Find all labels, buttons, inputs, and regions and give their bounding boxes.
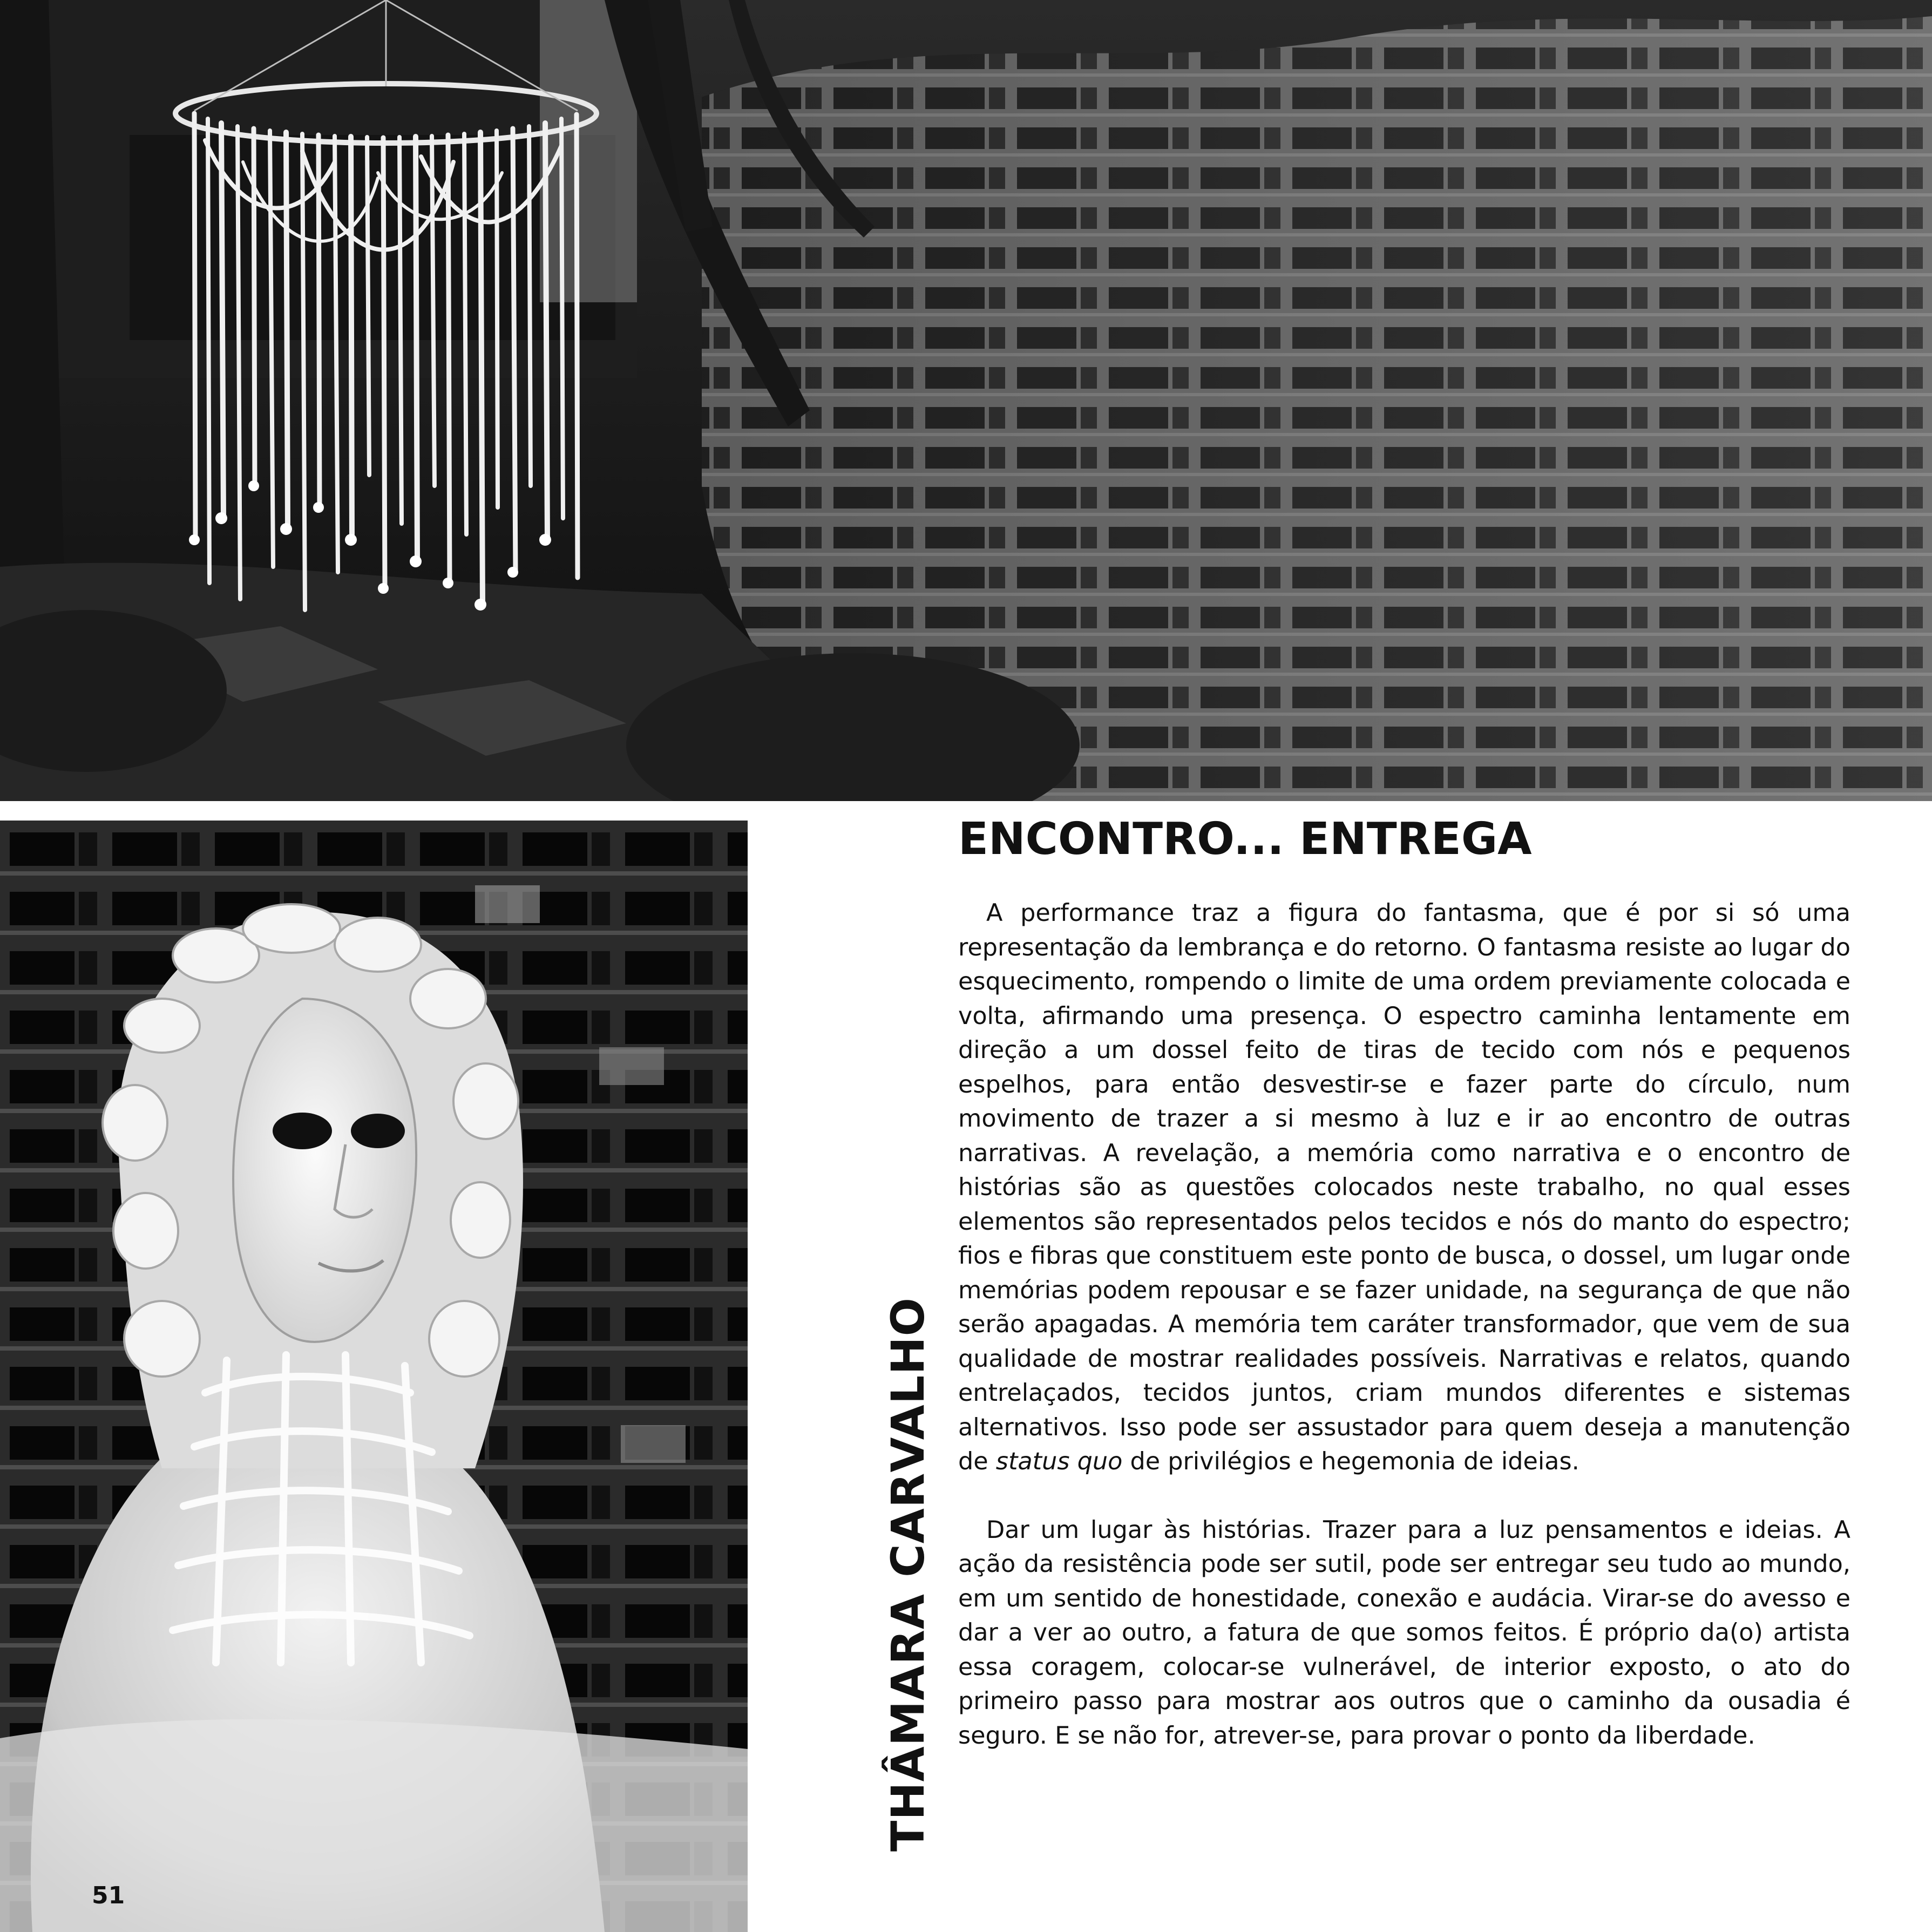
artist-name: THÂMARA CARVALHO [882, 1297, 934, 1852]
paragraph-1 [958, 896, 1850, 1479]
article-body [958, 896, 1850, 1753]
page-number: 51 [92, 1882, 125, 1909]
top-photo [0, 0, 1932, 801]
italic-term: status quo [995, 1448, 1123, 1476]
masked-figure-image [0, 821, 748, 1932]
paragraph-1-ending: de privilégios e hegemonia de ideias. [1122, 1448, 1580, 1476]
paragraph-2: Dar um lugar às histórias. Trazer para a luz pensamentos e ideias. A ação da resistência pode ser sutil, pode ser entregar seu tudo ao mundo, em um sentido de honestidade, conexão e audácia. Virar-se do avesso e dar a ver ao outro, a fatura de que somos feitos. É próprio da(o) artista essa coragem, colocar-se vulnerável, de interior exposto, o ato do primeiro passo para mostrar aos outros que o caminho da ousadia é seguro. E se não for, atrever-se, para provar o ponto da liberdade. [958, 1516, 1850, 1750]
canopy-installation-photo [0, 0, 1932, 801]
article-title: ENCONTRO... ENTREGA [958, 814, 1532, 865]
paragraph-1-text: A performance traz a figura do fantasma, que é por si só uma representação da lembrança e do retorno. O fantasma resiste ao lugar do esquecimento, rompendo o limite de uma ordem previamente colocada e volta, afirmando uma presença. O espectro caminha lentamente em direção a um dossel feito de tiras de tecido com nós e pequenos espelhos, para então desvestir-se e fazer parte do círculo, num movimento de trazer a si mesmo à luz e ir ao encontro de outras narrativas. A revelação, a memória como narrativa e o encontro de histórias são as questões colocados neste trabalho, no qual esses elementos são representados pelos tecidos e nós do manto do espectro; fios e fibras que constituem este ponto de busca, o dossel, um lugar onde memórias podem repousar e se fazer unidade, na segurança de que não serão apagadas. A memória tem caráter transformador, que vem de sua qualidade de mostrar realidades possíveis. Narrativas e relatos, quando entrelaçados, tecidos juntos, criam mundos diferentes e sistemas alternativos. Isso pode ser assustador para quem deseja a manutenção de [958, 899, 1850, 1476]
article [958, 814, 1850, 1753]
ghost-performer-photo [0, 821, 748, 1932]
